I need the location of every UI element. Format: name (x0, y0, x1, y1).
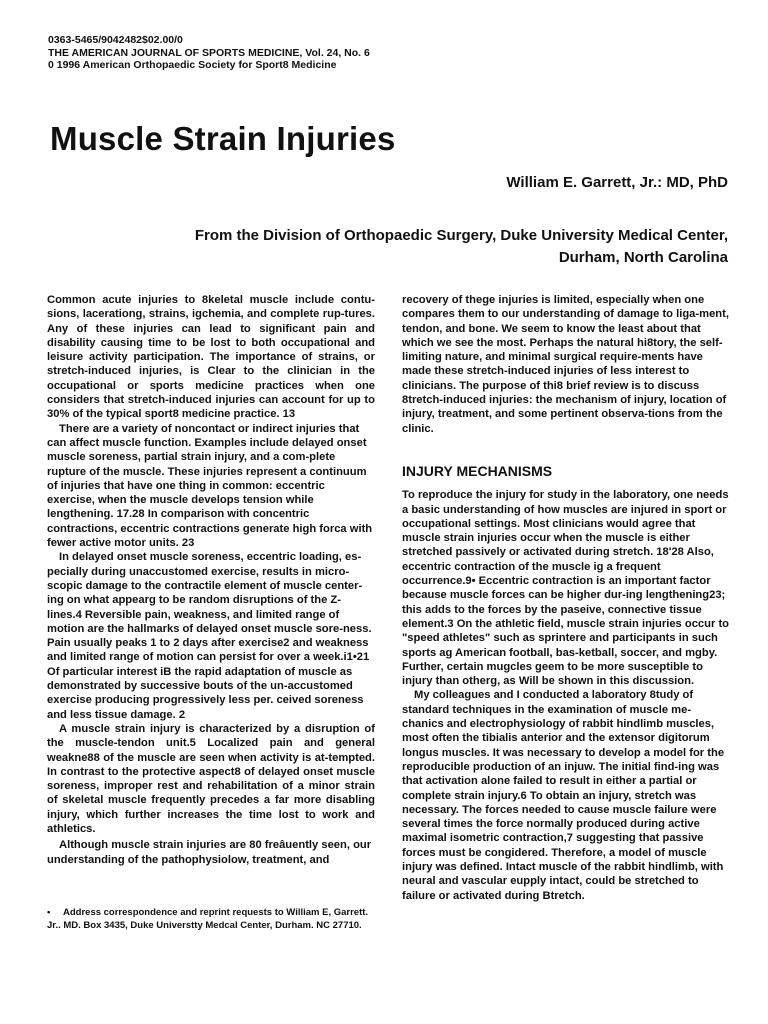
section-heading: INJURY MECHANISMS (402, 462, 553, 479)
article-author: William E. Garrett, Jr.: MD, PhD (506, 174, 728, 191)
abstract-paragraph: Common acute injuries to 8keletal muscle include contu-sions, lacerationg, strains, igchemia, and complete rup-tures. Any of these injuries can lead to significant pain and disability causing time to be lost to both occupational and leisure activity participation. The importance of strains, or stretch-induced injuries, is Clear to the clinician in the occupational or sports medicine practices when one considers that stretch-induced injuries can account for up to 30% of the typical sport8 medicine practice. 13 (47, 294, 375, 421)
journal-copyright: 0 1996 American Orthopaedic Society for Sport8 Medicine (48, 59, 337, 71)
body-paragraph: There are a variety of noncontact or indirect injuries that can affect muscle function. Examples include delayed onset muscle soreness, partial strain injury, and a com-plete rupture of the muscle. These injuries represent a continuum of injuries that have one thing in common: eccentric exercise, when the muscle develops tension while lengthening. 17.28 In comparison with concentric contractions, eccentric contractions generate high forca with fewer active motor units. 23 (47, 422, 373, 550)
affiliation-line-1: From the Division of Orthopaedic Surgery, Duke University Medical Center, (194, 227, 728, 244)
footnote (47, 906, 375, 932)
body-paragraph: A muscle strain injury is characterized by a disruption of the muscle-tendon unit.5 Localized pain and general weakne88 of the muscle are seen when activity is at-tempted. In contrast to the protective aspect8 of delayed onset muscle soreness, improper rest and rehabilitation of a minor strain of skeletal muscle frequently precedes a far more disabling injury, which further increases the time lost to work and athletics. (47, 722, 375, 835)
footnote-text: Address correspondence and reprint requests to William E, Garrett. Jr.. MD. Box 3435, Duke Universtty Medcal Center, Durham. NC 27710. (47, 907, 369, 931)
article-title: Muscle Strain Injuries (50, 120, 396, 157)
right-column (402, 293, 730, 903)
intro-paragraph: recovery of thege injuries is limited, especially when one compares them to our understanding of damage to liga-ment, tendon, and bone. We seem to know the least about that which we see the most. Perhaps the natural hi8tory, the self-limiting nature, and minimal surgical require-ments have made these stretch-induced injuries of less interest to clinicians. The purpose of thi8 brief review is to discuss 8tretch-induced injuries: the mechanism of injury, location of injury, treatment, and some pertinent observa-tions from the clinic. (402, 294, 729, 435)
body-paragraph: My colleagues and I conducted a laboratory 8tudy of standard techniques in the examination of muscle me-chanics and electrophysiology of rabbit hindlimb muscles, most often the tibialis anterior and the extensor digitorum longus muscles. It was necessary to develop a model for the reproducible production of an injuw. The initial find-ing was that activation alone failed to result in either a partial or complete strain injury.6 To obtain an injury, stretch was necessary. The forces needed to cause muscle failure were several times the force normally produced during active maximal isometric contraction,7 suggesting that passive forces must be congidered. Therefore, a model of muscle injury was defined. Intact muscle of the rabbit hindlimb, with neural and vascular eupply intact, could be stretched to failure or activated during Btretch. (402, 689, 725, 902)
journal-code: 0363-5465/9042482$02.00/0 (48, 34, 183, 46)
journal-name: THE AMERICAN JOURNAL OF SPORTS MEDICINE, Vol. 24, No. 6 (48, 46, 370, 59)
footnote-bullet: • (47, 907, 51, 918)
body-paragraph: To reproduce the injury for study in the laboratory, one needs a basic understanding of how muscles are injured in sport or occupational settings. Most clinicians would agree that muscle strain injuries occur when the muscle is either stretched passively or activated during stretch. 18'28 Also, eccentric contraction of the muscle ig a frequent occurrence.9• Eccentric contraction is an important factor because muscle forces can be higher dur-ing lengthening23; this adds to the forces by the paseive, connective tissue element.3 On the athletic field, muscle strain injuries occur to "speed athletes" such as sprintere and participants in such sports ag American football, bas-ketball, soccer, and mgby. Further, certain mugcles geem to be more susceptible to injury than otherg, as Will be shown in this discussion. (402, 489, 730, 688)
body-paragraph: Although muscle strain injuries are 80 freâuently seen, our understanding of the pathophysiolow, treatment, and (47, 839, 372, 866)
author-affiliation (195, 225, 728, 269)
affiliation-line-2: Durham, North Carolina (558, 249, 728, 266)
journal-header (48, 34, 370, 72)
left-column (47, 293, 375, 867)
body-paragraph: In delayed onset muscle soreness, eccentric loading, es-pecially during unaccustomed exercise, results in micro-scopic damage to the contractile element of muscle center-ing on what appearg to be random disruptions of the Z-lines.4 Reversible pain, weakness, and limited range of motion are the hallmarks of delayed onset muscle sore-ness. Pain usually peaks 1 to 2 days after exercise2 and weakness and limited range of motion can persist for over a week.i1•21 Of particular interest iB the rapid adaptation of muscle as demonstrated by successive bouts of the un-accustomed exercise producing progressively less per. ceived soreness and less tissue damage. 2 (47, 551, 372, 721)
